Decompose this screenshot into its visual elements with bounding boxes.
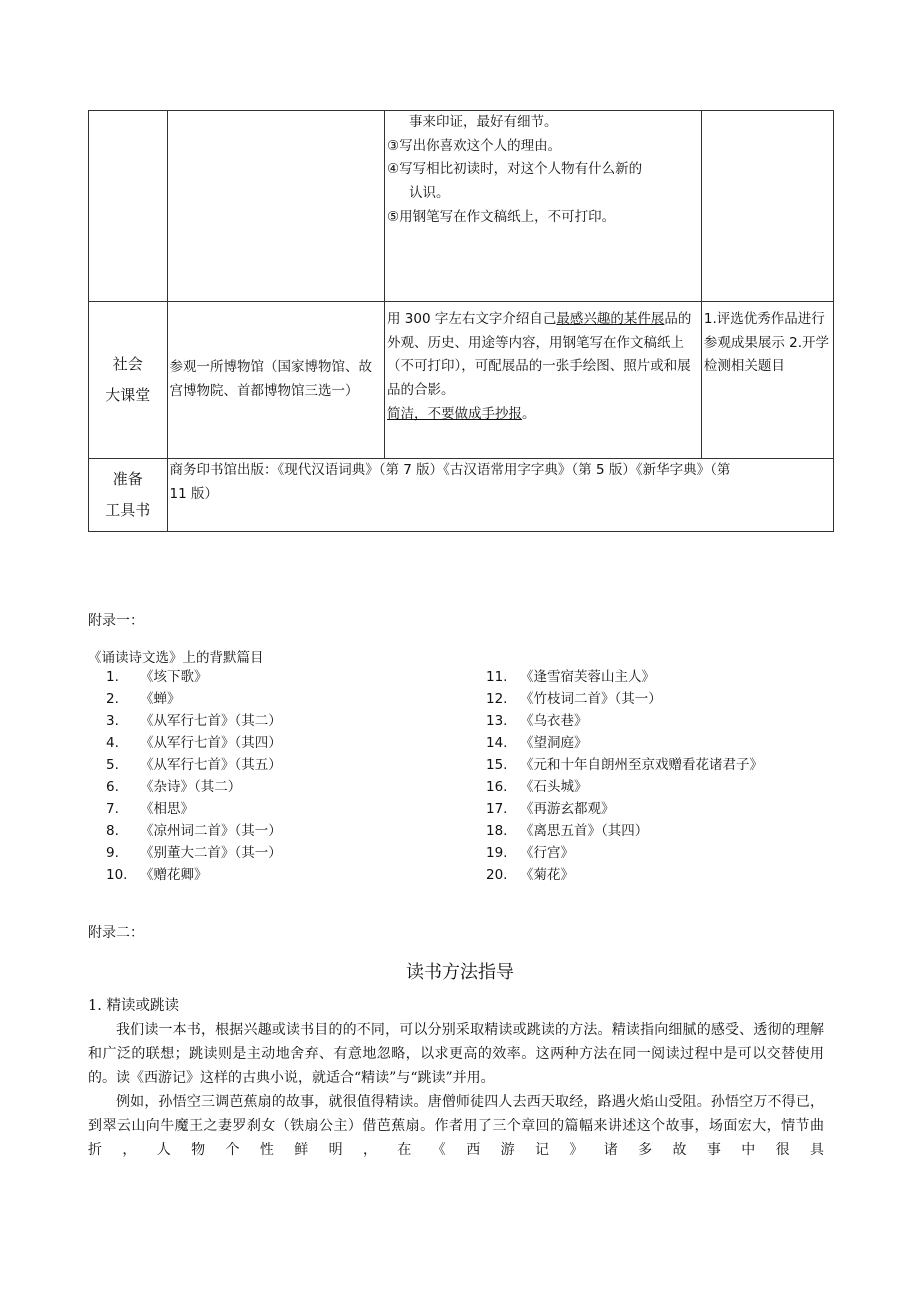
appendix1-heading: 附录一： xyxy=(88,613,144,629)
list-item: 1. 《垓下歌》 xyxy=(106,669,208,685)
list-item: 5. 《从军行七首》（其五） xyxy=(106,757,282,773)
table-cell xyxy=(89,111,168,302)
list-item: 16. 《石头城》 xyxy=(486,779,588,795)
row-label: 准备 工具书 xyxy=(89,459,168,532)
poem-list-right xyxy=(486,666,763,886)
section-title: 1. 精读或跳读 xyxy=(88,998,179,1014)
list-item: 13. 《乌衣巷》 xyxy=(486,713,588,729)
list-title: 《诵读诗文选》上的背默篇目 xyxy=(88,650,264,666)
list-item: 4. 《从军行七首》（其四） xyxy=(106,735,282,751)
requirement-line: 认识。 xyxy=(409,184,450,201)
list-item: 8. 《凉州词二首》（其一） xyxy=(106,823,282,839)
list-item: 2. 《蝉》 xyxy=(106,691,181,707)
table-row xyxy=(89,302,834,459)
appendix2-heading: 附录二： xyxy=(88,925,144,941)
table-row xyxy=(89,459,834,532)
requirement-cell xyxy=(385,111,702,302)
list-item: 19. 《行宫》 xyxy=(486,845,574,861)
list-item: 6. 《杂诗》（其二） xyxy=(106,779,242,795)
section-body xyxy=(88,1018,824,1162)
list-item: 12. 《竹枝词二首》（其一） xyxy=(486,691,662,707)
list-item: 20. 《菊花》 xyxy=(486,867,574,883)
assignment-table xyxy=(88,110,834,532)
list-item: 17. 《再游玄都观》 xyxy=(486,801,615,817)
paragraph: 例如，孙悟空三调芭蕉扇的故事，就很值得精读。唐僧师徒四人去西天取经，路遇火焰山受阻。孙悟空万不得已，到翠云山向牛魔王之妻罗刹女（铁扇公主）借芭蕉扇。作者用了三个章回的篇幅来讲述这个故事，场面宏大，情节曲折，人物个性鲜明，在《西游记》诸多故事中很具 xyxy=(88,1094,824,1158)
list-item: 15. 《元和十年自朗州至京戏赠看花诸君子》 xyxy=(486,757,763,773)
evaluation-cell: 1.评选优秀作品进行参观成果展示 2.开学检测相关题目 xyxy=(701,302,833,459)
list-item: 7. 《相思》 xyxy=(106,801,194,817)
list-item: 9. 《别董大二首》（其一） xyxy=(106,845,282,861)
poem-list-left xyxy=(106,666,282,886)
requirement-line: ④写写相比初读时，对这个人物有什么新的 xyxy=(387,161,643,178)
requirement-line: ⑤用钢笔写在作文稿纸上，不可打印。 xyxy=(387,208,616,225)
list-item: 18. 《离思五首》（其四） xyxy=(486,823,649,839)
table-cell xyxy=(701,111,833,302)
table-cell xyxy=(167,111,385,302)
list-item: 14. 《望洞庭》 xyxy=(486,735,588,751)
table-row xyxy=(89,111,834,302)
books-cell: 商务印书馆出版：《现代汉语词典》（第 7 版）《古汉语常用字字典》（第 5 版）《新华字典》（第 11 版） xyxy=(167,459,833,532)
requirement-line: 事来印证，最好有细节。 xyxy=(409,114,558,130)
list-item: 11. 《逢雪宿芙蓉山主人》 xyxy=(486,669,655,685)
requirement-line: ③写出你喜欢这个人的理由。 xyxy=(387,137,562,154)
list-item: 3. 《从军行七首》（其二） xyxy=(106,713,282,729)
page-title: 读书方法指导 xyxy=(406,962,514,983)
row-label: 社会 大课堂 xyxy=(89,302,168,459)
activity-cell: 参观一所博物馆（国家博物馆、故宫博物院、首都博物馆三选一） xyxy=(167,302,385,459)
list-item: 10. 《赠花卿》 xyxy=(106,867,208,883)
requirement-cell: 用 300 字左右文字介绍自己最感兴趣的某件展品的外观、历史、用途等内容，用钢笔写在作文稿纸上（不可打印），可配展品的一张手绘图、照片或和展品的合影。 简洁，不要做成手抄报。 xyxy=(385,302,702,459)
paragraph: 我们读一本书，根据兴趣或读书目的的不同，可以分别采取精读或跳读的方法。精读指向细腻的感受、透彻的理解和广泛的联想；跳读则是主动地舍弃、有意地忽略，以求更高的效率。这两种方法在同一阅读过程中是可以交替使用的。读《西游记》这样的古典小说，就适合“精读”与“跳读”并用。 xyxy=(88,1022,824,1086)
